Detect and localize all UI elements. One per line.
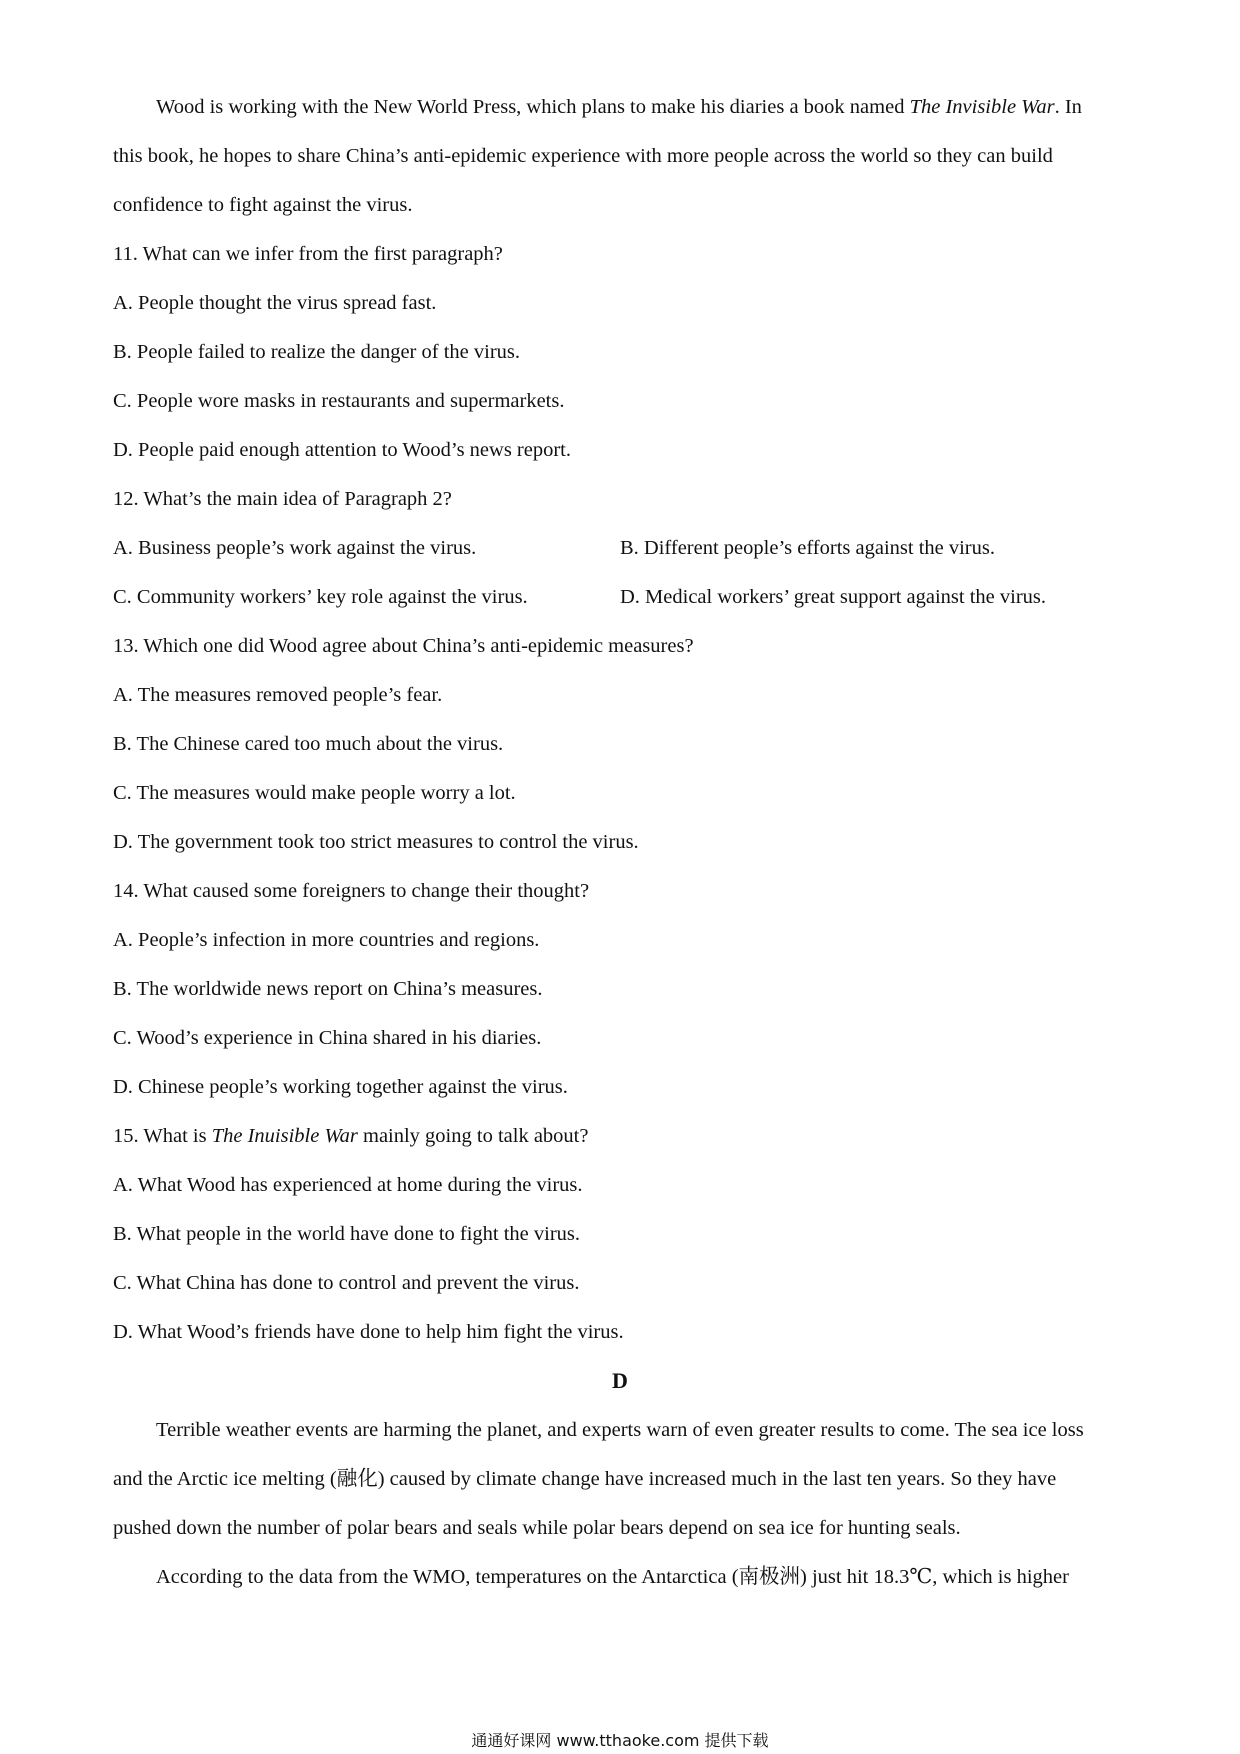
answer-option: B. Different people’s efforts against the virus.: [620, 537, 995, 559]
answer-option: C. Community workers’ key role against the virus.: [113, 586, 528, 608]
text-span: 15. What is: [113, 1125, 212, 1147]
text-span: Wood is working with the New World Press, which plans to make his diaries a book named: [156, 96, 910, 118]
paragraph-line: pushed down the number of polar bears and seals while polar bears depend on sea ice for hunting seals.: [113, 1517, 961, 1539]
answer-option: C. The measures would make people worry a lot.: [113, 782, 516, 804]
answer-option: D. Medical workers’ great support against the virus.: [620, 586, 1047, 608]
answer-option: A. People’s infection in more countries and regions.: [113, 929, 540, 951]
text-span: . In: [1054, 96, 1082, 118]
answer-option: B. The Chinese cared too much about the virus.: [113, 733, 504, 755]
answer-option: A. People thought the virus spread fast.: [113, 292, 437, 314]
text-span: mainly going to talk about?: [357, 1125, 589, 1147]
section-heading: D: [612, 1368, 628, 1393]
book-title: The Inuisible War: [211, 1125, 358, 1147]
answer-option: C. People wore masks in restaurants and supermarkets.: [113, 390, 565, 412]
answer-option: D. What Wood’s friends have done to help him fight the virus.: [113, 1321, 624, 1343]
paragraph-line: Terrible weather events are harming the planet, and experts warn of even greater results to come. The sea ice loss: [156, 1419, 1084, 1441]
book-title: The Invisible War: [909, 96, 1055, 118]
page-footer: 通通好课网 www.tthaoke.com 提供下载: [471, 1731, 769, 1750]
answer-option: D. Chinese people’s working together against the virus.: [113, 1076, 568, 1098]
answer-option: B. What people in the world have done to fight the virus.: [113, 1223, 581, 1245]
paragraph-line: confidence to fight against the virus.: [113, 194, 413, 216]
answer-option: B. The worldwide news report on China’s measures.: [113, 978, 543, 1000]
question-stem: 13. Which one did Wood agree about China’s anti-epidemic measures?: [113, 635, 694, 657]
paragraph-line: this book, he hopes to share China’s anti-epidemic experience with more people across the world so they can build: [113, 145, 1053, 167]
answer-option: A. What Wood has experienced at home during the virus.: [113, 1174, 583, 1196]
question-stem: 11. What can we infer from the first paragraph?: [113, 243, 503, 265]
question-stem: [113, 1123, 588, 1149]
question-stem: 14. What caused some foreigners to change their thought?: [113, 880, 590, 902]
paragraph-line: [156, 94, 1082, 120]
answer-option: D. The government took too strict measures to control the virus.: [113, 831, 639, 853]
paragraph-line: According to the data from the WMO, temperatures on the Antarctica (南极洲) just hit 18.3℃, which is higher: [156, 1566, 1069, 1588]
answer-option: C. What China has done to control and prevent the virus.: [113, 1272, 580, 1294]
answer-option: D. People paid enough attention to Wood’s news report.: [113, 439, 572, 461]
paragraph-line: and the Arctic ice melting (融化) caused by climate change have increased much in the last ten years. So they have: [113, 1468, 1057, 1490]
question-stem: 12. What’s the main idea of Paragraph 2?: [113, 488, 452, 510]
answer-option: B. People failed to realize the danger of the virus.: [113, 341, 521, 363]
answer-option: A. Business people’s work against the virus.: [113, 537, 477, 559]
answer-option: A. The measures removed people’s fear.: [113, 684, 443, 706]
answer-option: C. Wood’s experience in China shared in his diaries.: [113, 1027, 542, 1049]
